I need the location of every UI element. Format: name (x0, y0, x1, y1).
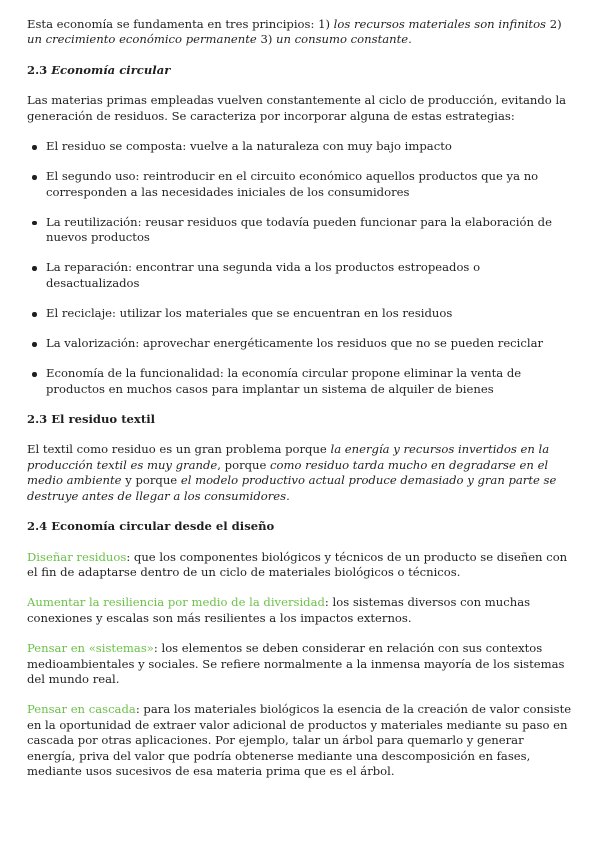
definition-term: Pensar en cascada (27, 702, 136, 717)
textil-paragraph (27, 442, 575, 504)
definition-paragraph (27, 641, 575, 687)
section-heading-textil: 2.3 El residuo textil (27, 412, 156, 427)
strategies-list (27, 139, 575, 397)
definition-text: : los sistemas diversos con muchas conexiones y escalas son más resilientes a los impactos externos. (27, 595, 531, 625)
textil-emphasis: el modelo productivo actual produce demasiado y gran parte se destruye antes de llegar a los consumidores. (27, 473, 557, 503)
section-heading-diseno: 2.4 Economía circular desde el diseño (27, 519, 275, 534)
list-item: Economía de la funcionalidad: la economía circular propone eliminar la venta de productos en muchos casos para implantar un sistema de alquiler de bienes (27, 366, 575, 397)
intro-text: Esta economía se fundamenta en tres principios: 1) (27, 17, 334, 31)
list-item: La reutilización: reusar residuos que todavía pueden funcionar para la elaboración de nuevos productos (27, 215, 575, 246)
intro-paragraph (27, 17, 575, 48)
principle-1: los recursos materiales son infinitos (333, 17, 547, 31)
definition-paragraph (27, 595, 575, 626)
list-item: La reparación: encontrar una segunda vida a los productos estropeados o desactualizados (27, 260, 575, 291)
definition-text: : para los materiales biológicos la esencia de la creación de valor consiste en la oportunidad de extraer valor adicional de productos y materiales mediante su paso en cascada por otras aplicaciones. Por ejemplo, talar un árbol para quemarlo y generar energía, priva del valor que podría obtenerse mediante una descomposición en fases, mediante usos sucesivos de esa materia prima que es el árbol. (27, 702, 572, 778)
list-item: El residuo se composta: vuelve a la naturaleza con muy bajo impacto (27, 139, 575, 154)
textil-text: El textil como residuo es un gran problema porque (27, 442, 331, 457)
list-item: El segundo uso: reintroducir en el circuito económico aquellos productos que ya no corresponden a las necesidades iniciales de los consumidores (27, 169, 575, 200)
intro-sep-2: 3) (256, 32, 277, 47)
definition-term: Pensar en «sistemas» (27, 641, 154, 656)
definition-paragraph (27, 550, 575, 581)
document-page (27, 17, 575, 794)
definition-text: : que los componentes biológicos y técnicos de un producto se diseñen con el fin de adaptarse dentro de un ciclo de materiales biológicos o técnicos. (27, 549, 568, 579)
circular-intro-paragraph: Las materias primas empleadas vuelven constantemente al ciclo de producción, evitando la generación de residuos. Se caracteriza por incorporar alguna de estas estrategias: (27, 93, 567, 123)
section-number: 2.3 (27, 62, 52, 77)
principle-2: un crecimiento económico permanente (27, 32, 257, 47)
textil-emphasis: como residuo tarda mucho en degradarse en el medio ambiente (27, 457, 549, 488)
principle-3: un consumo constante. (276, 32, 412, 47)
textil-emphasis: la energía y recursos invertidos en la producción textil es muy grande (27, 442, 550, 472)
list-item: El reciclaje: utilizar los materiales que se encuentran en los residuos (27, 306, 575, 321)
definition-text: : los elementos se deben considerar en relación con sus contextos medioambientales y sociales. Se refiere normalmente a la inmensa mayoría de los sistemas del mundo real. (27, 641, 565, 686)
definition-term: Diseñar residuos (27, 549, 127, 564)
intro-sep-1: 2) (546, 17, 562, 31)
section-heading-circular (27, 63, 575, 78)
definition-term: Aumentar la resiliencia por medio de la diversidad (27, 595, 325, 610)
definition-paragraph (27, 702, 575, 779)
textil-text: , porque (217, 457, 271, 472)
list-item: La valorización: aprovechar energéticamente los residuos que no se pueden reciclar (27, 336, 575, 351)
textil-text: y porque (121, 473, 181, 488)
section-title: Economía circular (51, 62, 171, 77)
